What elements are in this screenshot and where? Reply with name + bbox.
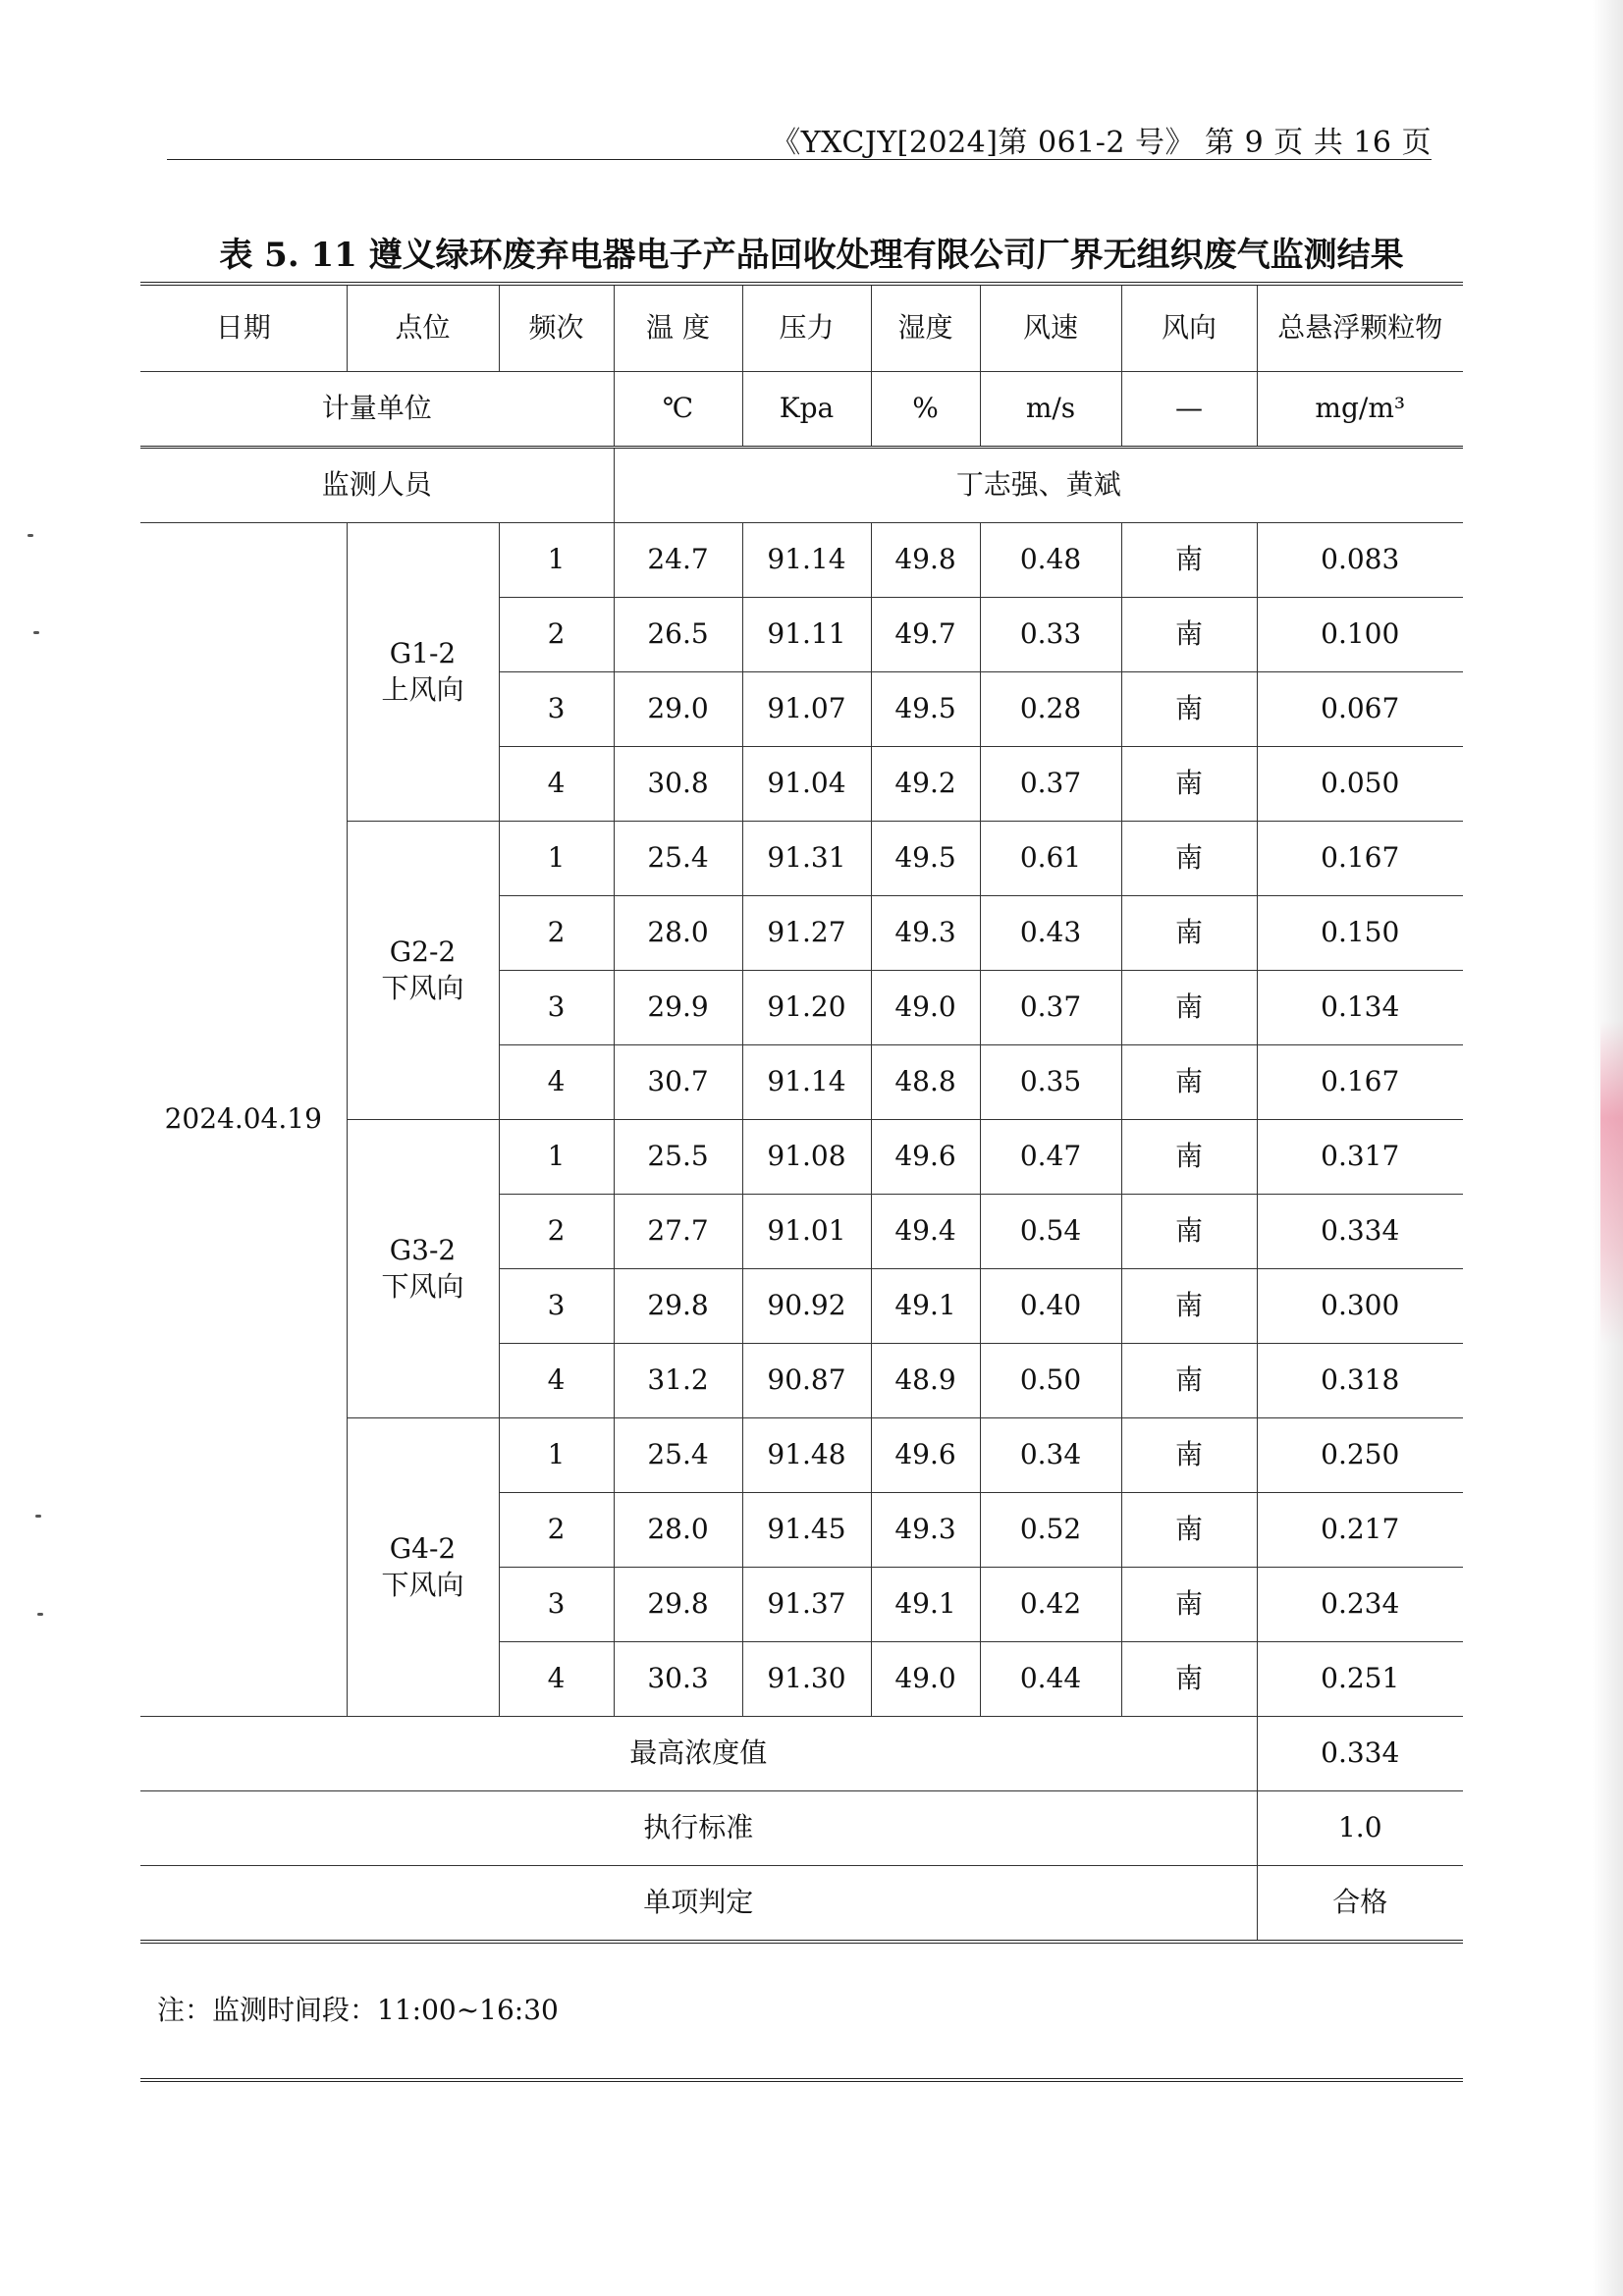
humidity-cell: 48.9 [871, 1344, 980, 1418]
header-cell-pressure: 压力 [742, 284, 871, 372]
page-header [167, 110, 1432, 160]
humidity-cell: 49.7 [871, 598, 980, 672]
frequency-cell: 1 [499, 1120, 614, 1195]
pressure-cell: 90.87 [742, 1344, 871, 1418]
wind-direction-cell: 南 [1121, 1568, 1257, 1642]
temperature-cell: 25.4 [614, 822, 742, 896]
frequency-cell: 4 [499, 1344, 614, 1418]
tsp-cell: 0.334 [1257, 1195, 1463, 1269]
point-id: G3-2 [389, 1234, 457, 1267]
summary-row [140, 1791, 1463, 1866]
wind-direction-cell: 南 [1121, 523, 1257, 598]
temperature-cell: 31.2 [614, 1344, 742, 1418]
frequency-cell: 2 [499, 1195, 614, 1269]
pressure-cell: 91.20 [742, 971, 871, 1045]
stamp-fragment [1600, 1021, 1623, 1345]
scan-speck [37, 1613, 43, 1616]
wind-direction-cell: 南 [1121, 1195, 1257, 1269]
temperature-cell: 29.0 [614, 672, 742, 747]
date-cell: 2024.04.19 [140, 523, 347, 1717]
frequency-cell: 4 [499, 1642, 614, 1717]
wind-speed-cell: 0.43 [980, 896, 1121, 971]
table-row [140, 523, 1463, 598]
humidity-cell: 49.1 [871, 1568, 980, 1642]
wind-speed-cell: 0.28 [980, 672, 1121, 747]
humidity-cell: 49.4 [871, 1195, 980, 1269]
header-cell-date: 日期 [140, 284, 347, 372]
point-position: 下风向 [381, 1568, 464, 1601]
pressure-cell: 91.27 [742, 896, 871, 971]
pressure-cell: 91.30 [742, 1642, 871, 1717]
humidity-cell: 48.8 [871, 1045, 980, 1120]
wind-speed-cell: 0.52 [980, 1493, 1121, 1568]
bottom-rule [140, 2078, 1463, 2082]
pressure-cell: 91.37 [742, 1568, 871, 1642]
point-cell [347, 523, 499, 822]
frequency-cell: 3 [499, 971, 614, 1045]
staff-row [140, 448, 1463, 523]
temperature-cell: 29.8 [614, 1269, 742, 1344]
staff-value: 丁志强、黄斌 [614, 448, 1463, 523]
frequency-cell: 3 [499, 1568, 614, 1642]
pressure-cell: 91.11 [742, 598, 871, 672]
unit-humidity: % [871, 372, 980, 448]
doc-reference: 《YXCJY[2024]第 061-2 号》 [771, 126, 1195, 160]
wind-speed-cell: 0.61 [980, 822, 1121, 896]
temperature-cell: 28.0 [614, 1493, 742, 1568]
wind-direction-cell: 南 [1121, 1344, 1257, 1418]
humidity-cell: 49.8 [871, 523, 980, 598]
header-cell-humidity: 湿度 [871, 284, 980, 372]
tsp-cell: 0.050 [1257, 747, 1463, 822]
scan-speck [27, 534, 33, 537]
wind-speed-cell: 0.35 [980, 1045, 1121, 1120]
temperature-cell: 30.7 [614, 1045, 742, 1120]
point-cell [347, 822, 499, 1120]
humidity-cell: 49.0 [871, 971, 980, 1045]
humidity-cell: 49.6 [871, 1418, 980, 1493]
humidity-cell: 49.0 [871, 1642, 980, 1717]
wind-direction-cell: 南 [1121, 1120, 1257, 1195]
point-position: 下风向 [381, 971, 464, 1004]
summary-value: 1.0 [1257, 1791, 1463, 1866]
tsp-cell: 0.083 [1257, 523, 1463, 598]
summary-value: 0.334 [1257, 1717, 1463, 1791]
point-position: 下风向 [381, 1269, 464, 1303]
point-cell [347, 1418, 499, 1717]
temperature-cell: 29.9 [614, 971, 742, 1045]
header-row [140, 284, 1463, 372]
pressure-cell: 91.07 [742, 672, 871, 747]
wind-speed-cell: 0.34 [980, 1418, 1121, 1493]
tsp-cell: 0.300 [1257, 1269, 1463, 1344]
frequency-cell: 1 [499, 1418, 614, 1493]
tsp-cell: 0.167 [1257, 1045, 1463, 1120]
frequency-cell: 2 [499, 896, 614, 971]
wind-direction-cell: 南 [1121, 822, 1257, 896]
table-title: 表 5. 11 遵义绿环废弃电器电子产品回收处理有限公司厂界无组织废气监测结果 [219, 236, 1404, 275]
temperature-cell: 27.7 [614, 1195, 742, 1269]
wind-speed-cell: 0.33 [980, 598, 1121, 672]
pressure-cell: 91.31 [742, 822, 871, 896]
humidity-cell: 49.2 [871, 747, 980, 822]
temperature-cell: 26.5 [614, 598, 742, 672]
wind-direction-cell: 南 [1121, 1045, 1257, 1120]
frequency-cell: 4 [499, 747, 614, 822]
header-text [771, 118, 1432, 161]
temperature-cell: 25.4 [614, 1418, 742, 1493]
temperature-cell: 30.3 [614, 1642, 742, 1717]
summary-label: 执行标准 [140, 1791, 1257, 1866]
wind-direction-cell: 南 [1121, 672, 1257, 747]
header-cell-temperature: 温 度 [614, 284, 742, 372]
tsp-cell: 0.317 [1257, 1120, 1463, 1195]
monitoring-table [140, 282, 1463, 1944]
pressure-cell: 91.14 [742, 523, 871, 598]
unit-temperature: ℃ [614, 372, 742, 448]
table-body [140, 284, 1463, 1942]
tsp-cell: 0.150 [1257, 896, 1463, 971]
footnote: 注：监测时间段：11:00~16:30 [157, 1994, 559, 2026]
tsp-cell: 0.318 [1257, 1344, 1463, 1418]
wind-direction-cell: 南 [1121, 896, 1257, 971]
frequency-cell: 1 [499, 523, 614, 598]
scan-speck [33, 631, 39, 634]
pressure-cell: 90.92 [742, 1269, 871, 1344]
temperature-cell: 25.5 [614, 1120, 742, 1195]
frequency-cell: 3 [499, 672, 614, 747]
tsp-cell: 0.134 [1257, 971, 1463, 1045]
tsp-cell: 0.167 [1257, 822, 1463, 896]
summary-value: 合格 [1257, 1866, 1463, 1943]
point-id: G1-2 [389, 637, 457, 670]
point-cell [347, 1120, 499, 1418]
wind-speed-cell: 0.48 [980, 523, 1121, 598]
unit-label: 计量单位 [140, 372, 614, 448]
header-cell-wind-direction: 风向 [1121, 284, 1257, 372]
wind-speed-cell: 0.47 [980, 1120, 1121, 1195]
unit-pressure: Kpa [742, 372, 871, 448]
wind-speed-cell: 0.44 [980, 1642, 1121, 1717]
point-position: 上风向 [381, 672, 464, 706]
unit-tsp: mg/m³ [1257, 372, 1463, 448]
wind-direction-cell: 南 [1121, 1418, 1257, 1493]
tsp-cell: 0.251 [1257, 1642, 1463, 1717]
wind-direction-cell: 南 [1121, 971, 1257, 1045]
wind-speed-cell: 0.54 [980, 1195, 1121, 1269]
humidity-cell: 49.5 [871, 822, 980, 896]
tsp-cell: 0.100 [1257, 598, 1463, 672]
humidity-cell: 49.1 [871, 1269, 980, 1344]
summary-label: 最高浓度值 [140, 1717, 1257, 1791]
humidity-cell: 49.5 [871, 672, 980, 747]
pressure-cell: 91.08 [742, 1120, 871, 1195]
header-cell-point: 点位 [347, 284, 499, 372]
header-cell-wind-speed: 风速 [980, 284, 1121, 372]
temperature-cell: 29.8 [614, 1568, 742, 1642]
pressure-cell: 91.48 [742, 1418, 871, 1493]
unit-wind-direction: — [1121, 372, 1257, 448]
frequency-cell: 1 [499, 822, 614, 896]
humidity-cell: 49.6 [871, 1120, 980, 1195]
pressure-cell: 91.01 [742, 1195, 871, 1269]
frequency-cell: 3 [499, 1269, 614, 1344]
wind-direction-cell: 南 [1121, 1642, 1257, 1717]
frequency-cell: 4 [499, 1045, 614, 1120]
wind-speed-cell: 0.42 [980, 1568, 1121, 1642]
summary-row [140, 1717, 1463, 1791]
humidity-cell: 49.3 [871, 896, 980, 971]
wind-direction-cell: 南 [1121, 598, 1257, 672]
header-cell-frequency: 频次 [499, 284, 614, 372]
frequency-cell: 2 [499, 598, 614, 672]
page-number: 第 9 页 共 16 页 [1205, 126, 1432, 160]
scan-speck [35, 1515, 41, 1518]
staff-label: 监测人员 [140, 448, 614, 523]
wind-speed-cell: 0.37 [980, 747, 1121, 822]
summary-row [140, 1866, 1463, 1943]
tsp-cell: 0.067 [1257, 672, 1463, 747]
pressure-cell: 91.04 [742, 747, 871, 822]
frequency-cell: 2 [499, 1493, 614, 1568]
wind-direction-cell: 南 [1121, 747, 1257, 822]
point-id: G2-2 [389, 935, 457, 969]
wind-speed-cell: 0.40 [980, 1269, 1121, 1344]
temperature-cell: 24.7 [614, 523, 742, 598]
summary-label: 单项判定 [140, 1866, 1257, 1943]
unit-row [140, 372, 1463, 448]
wind-direction-cell: 南 [1121, 1269, 1257, 1344]
temperature-cell: 30.8 [614, 747, 742, 822]
wind-speed-cell: 0.37 [980, 971, 1121, 1045]
pressure-cell: 91.14 [742, 1045, 871, 1120]
tsp-cell: 0.234 [1257, 1568, 1463, 1642]
temperature-cell: 28.0 [614, 896, 742, 971]
pressure-cell: 91.45 [742, 1493, 871, 1568]
tsp-cell: 0.250 [1257, 1418, 1463, 1493]
wind-direction-cell: 南 [1121, 1493, 1257, 1568]
tsp-cell: 0.217 [1257, 1493, 1463, 1568]
header-cell-tsp: 总悬浮颗粒物 [1257, 284, 1463, 372]
wind-speed-cell: 0.50 [980, 1344, 1121, 1418]
humidity-cell: 49.3 [871, 1493, 980, 1568]
unit-wind-speed: m/s [980, 372, 1121, 448]
point-id: G4-2 [389, 1532, 457, 1566]
